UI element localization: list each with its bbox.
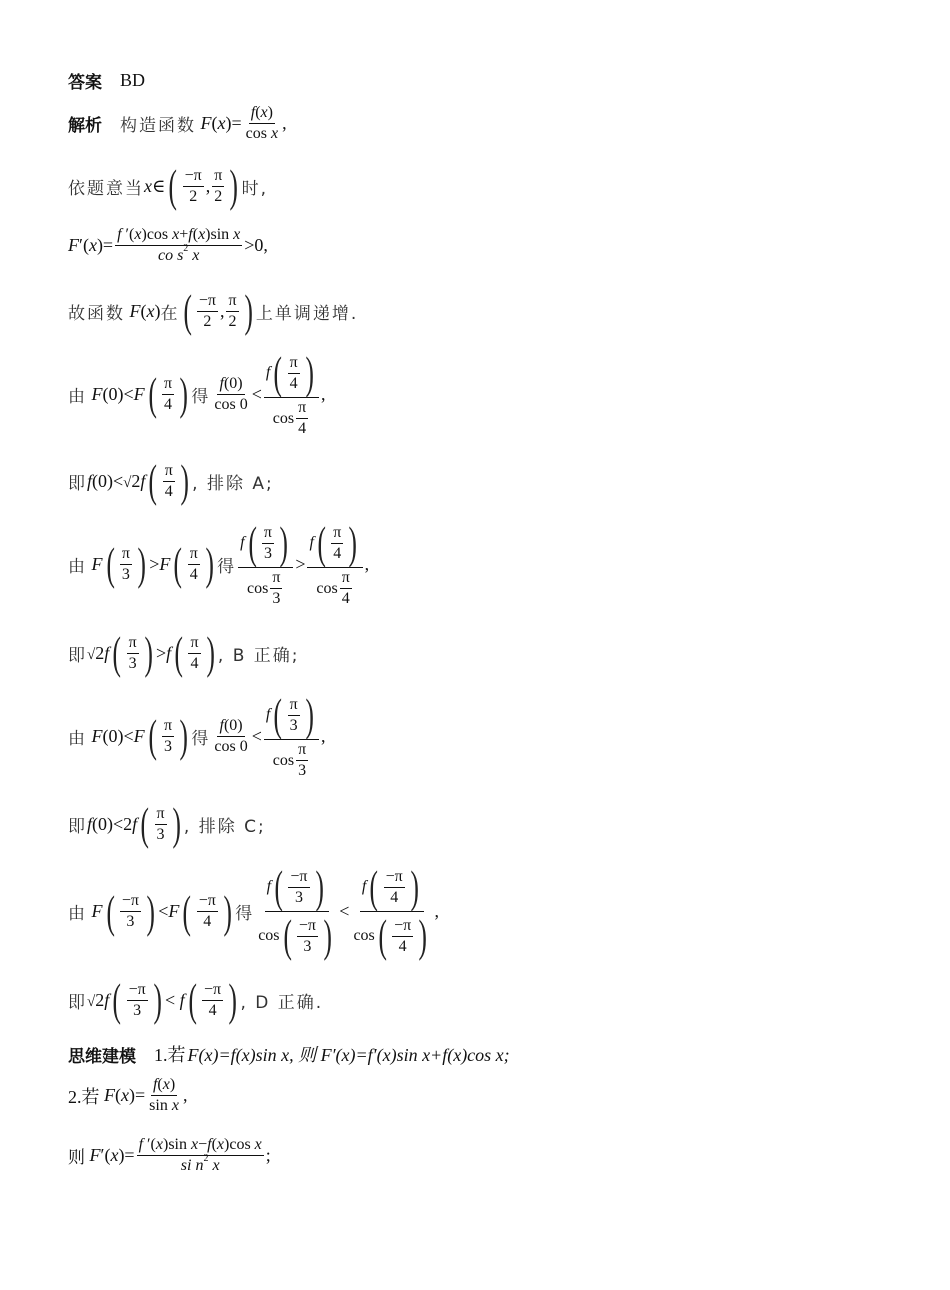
monotone-line: 故函数 F(x) 在 ( $\frac{-\pi}{2}$ , $\frac{\pi}{2}$ ) 上单调递增. [68,285,359,336]
analysis-line-2 [68,160,269,211]
step-d-line: 由 F ( $\frac{-\pi}{3}$ ) <F ( $\frac{-\pi}{4}$ ) 得 f ( $\frac{-\pi}{3}$ ) cos ( $\frac{-\pi}{3}$ ) < f ( $\frac{-\pi}{4}$ ) cos ( $\frac{-\pi}{4}$ ) , [68,861,440,961]
text-d-correct: , D 正确. [240,992,324,1013]
step-a-line: 由 F(0)<F ( $\frac{\pi}{4}$ ) 得 f (0) cos 0 < f ( $\frac{\pi}{4}$ ) cos $\frac{\pi}{4}$ , [68,347,326,437]
text-you: 由 [68,386,87,407]
answer-label: 答案 [68,73,102,93]
condition-text: 依题意当 [68,178,144,199]
text-de-3: 得 [191,728,211,749]
text-increase: 上单调递增. [255,303,359,324]
text-zai: 在 [160,303,180,324]
interval-paren-2: ( $\frac{-\pi}{2}$ , $\frac{\pi}{2}$ ) [182,285,253,336]
answer-line [68,68,145,93]
model-then: 则 [68,1148,85,1168]
interval-formula: x∈ [144,175,166,196]
text-ji-2: 即 [68,645,87,666]
intro-text: 构造函数 [120,116,196,136]
answer-value: BD [120,70,146,90]
model-label: 思维建模 [68,1046,136,1067]
model-item1-prefix: 1.若 [154,1045,186,1065]
text-ji-3: 即 [68,816,87,837]
model-item2-prefix: 2.若 [68,1086,100,1107]
text-ji-1: 即 [68,473,87,494]
text-you-4: 由 [68,904,87,924]
text-de-2: 得 [217,556,237,577]
text-b-correct: , B 正确; [217,645,300,666]
d-correct-line: 即 √2f ( $\frac{-\pi}{3}$ ) < f ( $\frac{-\pi}{4}$ ) , D 正确. [68,974,324,1025]
model-line-3: 则 F′(x)= f ′( x )sin x − f ( x )cos x si n 2 x ; [68,1136,271,1174]
text-de-4: 得 [235,904,255,924]
interval-paren: ( $\frac{-\pi}{2}$ , $\frac{\pi}{2}$ ) [168,160,239,211]
text-de: 得 [191,386,211,407]
formula-F-def: F(x)= [200,113,242,133]
exclude-a-line: 即 f(0)<√2f ( $\frac{\pi}{4}$ ) , 排除 A; [68,455,274,506]
condition-end: 时, [241,178,269,199]
model-line-2: 2.若 F(x)= f ( x ) sin x , [68,1076,188,1114]
derivative-line: F′(x)= f ′( x )cos x + f ( x )sin x co s 2 x >0, [68,226,268,264]
text-exclude-a: , 排除 A; [192,473,274,494]
model-line-1 [68,1041,510,1067]
step-b-line: 由 F ( $\frac{\pi}{3}$ ) >F ( $\frac{\pi}{4}$ ) 得 f ( $\frac{\pi}{3}$ ) cos $\frac{\pi}{3}$ > f ( $\frac{\pi}{4}$ ) cos $\frac{\pi}{4}$ , [68,517,370,607]
step-c-line: 由 F(0)<F ( $\frac{\pi}{3}$ ) 得 f (0) cos 0 < f ( $\frac{\pi}{3}$ ) cos $\frac{\pi}{3}$ , [68,689,326,779]
fraction-f-over-cos: f ( x ) cos x [245,104,279,142]
analysis-label: 解析 [68,116,102,136]
exclude-c-line: 即 f(0)<2f ( $\frac{\pi}{3}$ ) , 排除 C; [68,798,266,849]
text-you-2: 由 [68,556,87,577]
model-item1-formula: F(x)=f(x)sin x, 则 F′(x)=f′(x)sin x+f(x)cos x; [187,1045,510,1065]
analysis-line-1: 解析 构造函数 F(x)= f ( x ) cos x , [68,104,287,142]
b-correct-line: 即 √2f ( $\frac{\pi}{3}$ ) >f ( $\frac{\pi}{4}$ ) , B 正确; [68,627,300,678]
text-gu: 故函数 [68,303,125,324]
derivative-fraction: f ′( x )cos x + f ( x )sin x co s 2 x [117,226,241,264]
text-ji-4: 即 [68,992,87,1013]
text-exclude-c: , 排除 C; [183,816,266,837]
text-you-3: 由 [68,728,87,749]
